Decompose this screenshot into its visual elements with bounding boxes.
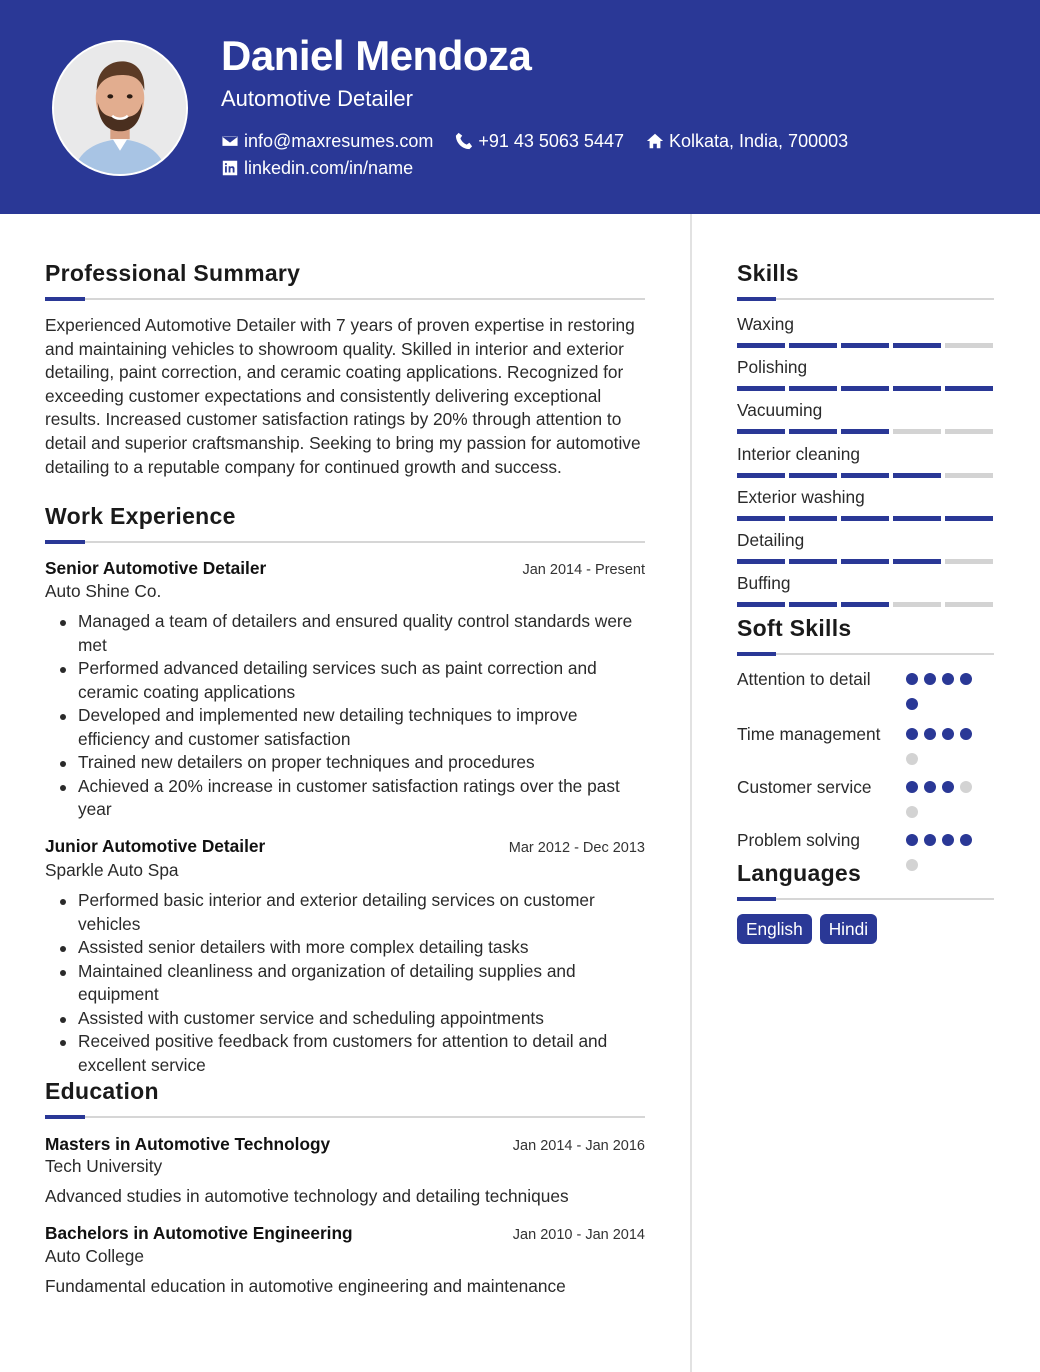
education-header [45, 1134, 645, 1155]
home-icon [646, 132, 664, 150]
skill-level-segment [789, 343, 837, 348]
skill-level-segment [945, 343, 993, 348]
soft-skills-accent [737, 652, 776, 656]
job-role: Senior Automotive Detailer [45, 558, 267, 578]
language-badge: Hindi [820, 914, 877, 944]
rating-dot [906, 673, 918, 685]
rating-dot [906, 834, 918, 846]
skill-level-segment [945, 429, 993, 434]
contact-linkedin[interactable] [221, 158, 413, 179]
rating-dot [906, 698, 918, 710]
skill-level-segment [737, 516, 785, 521]
skill-level-segment [789, 473, 837, 478]
list-item: Performed advanced detailing services such as paint correction and ceramic coating applications [45, 657, 650, 704]
languages-accent [737, 897, 776, 901]
phone-icon [455, 132, 473, 150]
degree-date: Jan 2010 - Jan 2014 [512, 1227, 645, 1243]
rating-dot [924, 673, 936, 685]
contact-email[interactable] [221, 131, 433, 152]
skill-level-segment [737, 559, 785, 564]
linkedin-icon [221, 159, 239, 177]
soft-skill-rating [906, 781, 980, 831]
skill-level-segment [893, 559, 941, 564]
skill-level-segment [945, 602, 993, 607]
education-rule [45, 1116, 645, 1118]
column-divider [690, 214, 692, 1372]
email-text: info@maxresumes.com [244, 130, 434, 151]
rating-dot [942, 781, 954, 793]
list-item: Developed and implemented new detailing techniques to improve efficiency and customer satisfaction [45, 704, 650, 751]
list-item: Managed a team of detailers and ensured quality control standards were met [45, 610, 650, 657]
job-header [45, 558, 645, 579]
degree-description: Advanced studies in automotive technology and detailing techniques [45, 1186, 569, 1206]
skill-level-segment [893, 386, 941, 391]
skill-level-segment [737, 473, 785, 478]
soft-skill-name: Problem solving [737, 830, 860, 850]
skill-name: Polishing [737, 357, 808, 378]
skill-name: Vacuuming [737, 400, 823, 421]
skill-name: Waxing [737, 314, 794, 334]
soft-skill-rating [906, 673, 980, 723]
education-header [45, 1223, 645, 1244]
job-bullets [45, 889, 650, 1077]
skill-level-segment [789, 516, 837, 521]
rating-dot [924, 834, 936, 846]
job-date: Mar 2012 - Dec 2013 [508, 840, 645, 856]
rating-dot [924, 781, 936, 793]
skill-level-bar [737, 473, 993, 478]
skill-level-segment [789, 386, 837, 391]
school-name: Tech University [45, 1156, 163, 1176]
summary-heading: Professional Summary [45, 260, 301, 286]
list-item: Achieved a 20% increase in customer satisfaction ratings over the past year [45, 775, 650, 822]
list-item: Trained new detailers on proper techniques and procedures [45, 751, 650, 775]
summary-rule [45, 298, 645, 300]
skill-level-segment [841, 343, 889, 348]
location-text: Kolkata, India, 700003 [668, 130, 849, 151]
rating-dot [960, 728, 972, 740]
contact-row-secondary [221, 156, 435, 180]
candidate-title: Automotive Detailer [221, 86, 413, 111]
summary-text: Experienced Automotive Detailer with 7 years of proven expertise in restoring and maintaining vehicles to showroom quality. Skilled in interior and exterior detailing, paint correction, and ceramic coating applications. Recognized for exceeding customer expectations and consistently delivering exceptional results. Increased customer satisfaction ratings by 20% through attention to detail and superior craftsmanship. Seeking to bring my passion for automotive detailing to a reputable company for continued growth and success. [45, 315, 641, 477]
resume-header [0, 0, 1040, 214]
soft-skill-name: Time management [737, 724, 881, 744]
skill-level-segment [841, 429, 889, 434]
skill-level-segment [841, 473, 889, 478]
soft-skill-name: Customer service [737, 777, 872, 797]
rating-dot [906, 859, 918, 871]
skill-level-segment [893, 602, 941, 607]
rating-dot [924, 728, 936, 740]
rating-dot [960, 673, 972, 685]
candidate-name: Daniel Mendoza [221, 32, 532, 79]
rating-dot [960, 834, 972, 846]
job-company: Auto Shine Co. [45, 581, 162, 601]
school-name: Auto College [45, 1246, 144, 1266]
contact-row-primary [221, 129, 870, 153]
degree-name: Masters in Automotive Technology [45, 1134, 331, 1154]
degree-date: Jan 2014 - Jan 2016 [512, 1138, 645, 1154]
education-heading: Education [45, 1078, 159, 1104]
skill-name: Detailing [737, 530, 805, 550]
contact-phone[interactable] [455, 131, 624, 152]
person-portrait-icon [54, 42, 186, 174]
skill-level-segment [789, 429, 837, 434]
list-item: Assisted with customer service and scheduling appointments [45, 1007, 650, 1031]
rating-dot [942, 834, 954, 846]
contact-location [646, 131, 848, 152]
degree-description: Fundamental education in automotive engineering and maintenance [45, 1276, 566, 1296]
rating-dot [906, 728, 918, 740]
phone-text: +91 43 5063 5447 [478, 130, 624, 151]
skill-level-segment [841, 602, 889, 607]
skill-level-segment [945, 386, 993, 391]
soft-skill-rating [906, 834, 980, 884]
skill-level-segment [945, 473, 993, 478]
skill-level-segment [737, 429, 785, 434]
skill-level-segment [737, 343, 785, 348]
skill-level-segment [893, 516, 941, 521]
skill-level-segment [789, 559, 837, 564]
rating-dot [906, 781, 918, 793]
experience-accent [45, 540, 85, 544]
soft-skills-heading: Soft Skills [737, 615, 852, 641]
skill-level-bar [737, 516, 993, 521]
skill-level-segment [893, 473, 941, 478]
soft-skill-rating [906, 728, 980, 778]
rating-dot [906, 753, 918, 765]
list-item: Received positive feedback from customers for attention to detail and excellent service [45, 1030, 650, 1077]
job-bullets [45, 610, 650, 822]
job-header [45, 836, 645, 857]
skill-level-bar [737, 386, 993, 391]
experience-heading: Work Experience [45, 503, 236, 529]
skill-level-segment [737, 602, 785, 607]
rating-dot [942, 673, 954, 685]
summary-accent [45, 297, 85, 301]
skill-level-segment [841, 386, 889, 391]
skill-level-bar [737, 602, 993, 607]
languages-heading: Languages [737, 860, 862, 886]
skill-level-bar [737, 343, 993, 348]
skills-heading: Skills [737, 260, 799, 286]
soft-skill-name: Attention to detail [737, 669, 871, 689]
rating-dot [960, 781, 972, 793]
skill-name: Buffing [737, 573, 791, 594]
skill-name: Exterior washing [737, 486, 865, 507]
skill-level-segment [789, 602, 837, 607]
linkedin-text: linkedin.com/in/name [244, 157, 414, 178]
job-role: Junior Automotive Detailer [45, 836, 266, 856]
skill-level-segment [893, 343, 941, 348]
skill-level-segment [945, 559, 993, 564]
skill-level-bar [737, 559, 993, 564]
experience-rule [45, 541, 645, 543]
list-item: Assisted senior detailers with more complex detailing tasks [45, 936, 650, 960]
skills-accent [737, 297, 776, 301]
envelope-icon [221, 132, 239, 150]
languages-list [737, 914, 885, 944]
skill-level-segment [737, 386, 785, 391]
education-accent [45, 1115, 85, 1119]
rating-dot [942, 728, 954, 740]
skill-level-bar [737, 429, 993, 434]
degree-name: Bachelors in Automotive Engineering [45, 1223, 353, 1243]
job-company: Sparkle Auto Spa [45, 860, 179, 880]
skill-name: Interior cleaning [737, 443, 860, 464]
skill-level-segment [893, 429, 941, 434]
skill-level-segment [841, 516, 889, 521]
job-date: Jan 2014 - Present [522, 562, 645, 578]
skill-level-segment [945, 516, 993, 521]
skill-level-segment [841, 559, 889, 564]
list-item: Performed basic interior and exterior detailing services on customer vehicles [45, 889, 650, 936]
rating-dot [906, 806, 918, 818]
list-item: Maintained cleanliness and organization of detailing supplies and equipment [45, 960, 650, 1007]
language-badge: English [737, 914, 812, 944]
profile-photo [52, 40, 188, 176]
